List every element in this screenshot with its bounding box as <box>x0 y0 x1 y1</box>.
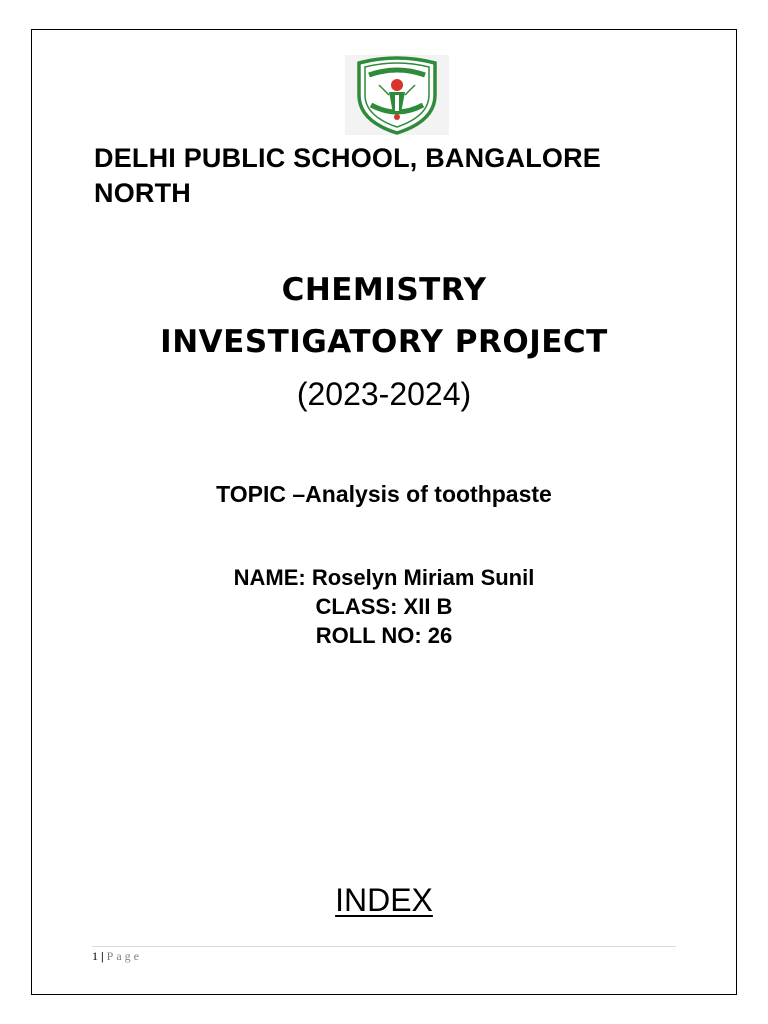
footer-separator: | <box>101 949 104 963</box>
page-footer <box>92 949 142 964</box>
school-name-line1: DELHI PUBLIC SCHOOL, BANGALORE <box>94 143 602 173</box>
project-title-line2: INVESTIGATORY PROJECT <box>160 324 608 360</box>
project-title-line1: CHEMISTRY <box>281 272 487 308</box>
student-name: NAME: Roselyn Miriam Sunil <box>233 565 535 590</box>
index-heading: INDEX <box>335 882 433 918</box>
academic-year: (2023-2024) <box>296 376 472 412</box>
project-topic: TOPIC –Analysis of toothpaste <box>216 481 552 507</box>
page-number: 1 <box>92 949 98 963</box>
school-name-line2: NORTH <box>94 178 191 208</box>
footer-divider <box>92 946 676 947</box>
page-label: Page <box>106 949 142 963</box>
student-class: CLASS: XII B <box>315 594 453 619</box>
school-name <box>94 141 694 211</box>
student-roll-number: ROLL NO: 26 <box>315 623 453 648</box>
school-logo <box>345 55 449 135</box>
